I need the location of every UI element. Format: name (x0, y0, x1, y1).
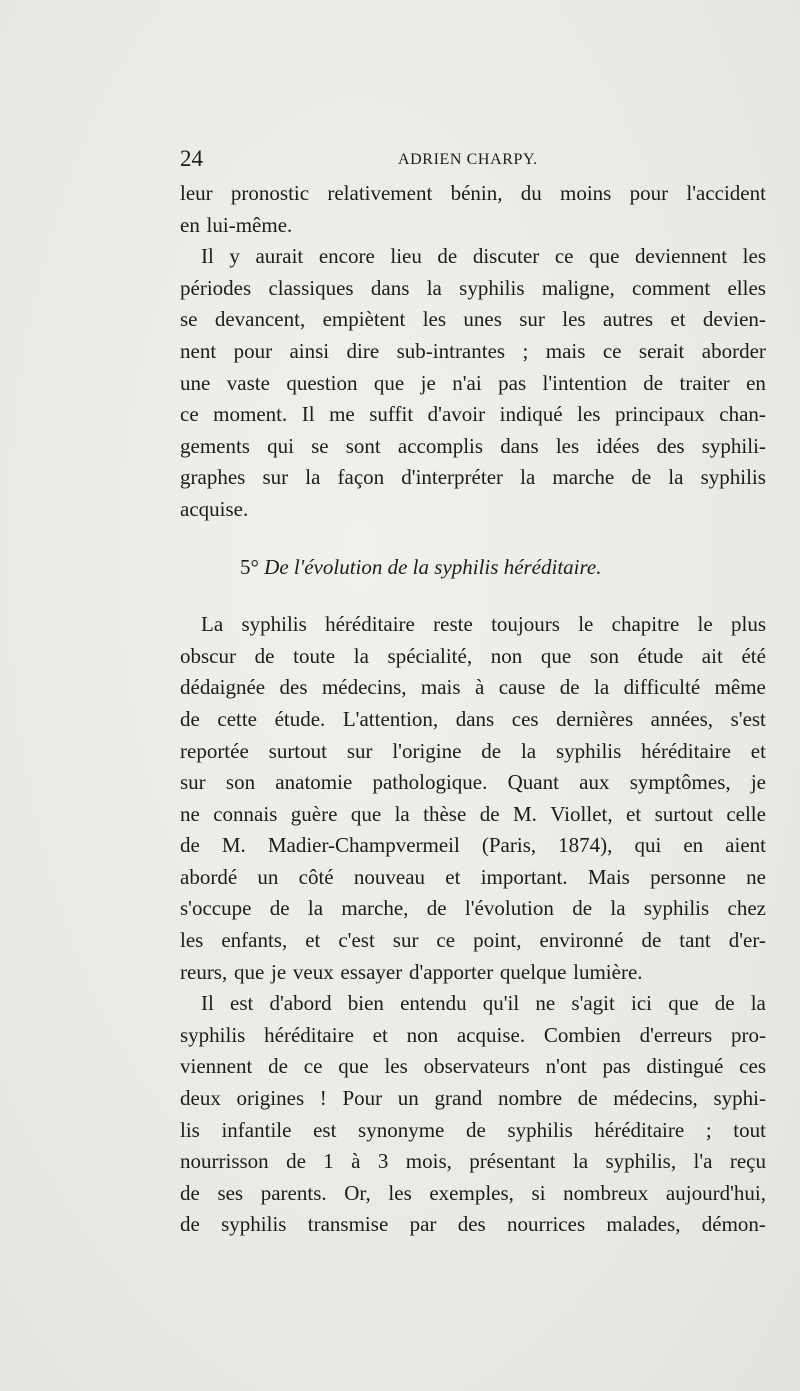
text-line: nent pour ainsi dire sub-intrantes ; mais ce serait aborder (180, 338, 766, 363)
text-line: syphilis héréditaire et non acquise. Combien d'erreurs pro- (180, 1022, 766, 1047)
text-line: s'occupe de la marche, de l'évolution de la syphilis chez (180, 896, 766, 921)
body-text (180, 178, 766, 1241)
text-line: ce moment. Il me suffit d'avoir indiqué les principaux chan- (180, 402, 766, 427)
text-line: ne connais guère que la thèse de M. Viollet, et surtout celle (180, 801, 766, 826)
text-line: périodes classiques dans la syphilis maligne, comment elles (180, 275, 766, 300)
text-line: de ses parents. Or, les exemples, si nombreux aujourd'hui, (180, 1180, 766, 1205)
text-line: viennent de ce que les observateurs n'ont pas distingué ces (180, 1054, 766, 1079)
text-line: de syphilis transmise par des nourrices malades, démon- (180, 1212, 766, 1237)
page-number: 24 (180, 146, 203, 171)
text-line: obscur de toute la spécialité, non que son étude ait été (180, 643, 766, 668)
text-line: abordé un côté nouveau et important. Mais personne ne (180, 864, 766, 889)
running-head: ADRIEN CHARPY. (398, 151, 538, 168)
text-line: lis infantile est synonyme de syphilis héréditaire ; tout (180, 1117, 766, 1142)
paragraph-1 (180, 178, 766, 241)
text-line: de M. Madier-Champvermeil (Paris, 1874), qui en aient (180, 833, 766, 858)
paragraph-4 (180, 988, 766, 1241)
text-line: nourrisson de 1 à 3 mois, présentant la syphilis, l'a reçu (180, 1149, 766, 1174)
text-line: leur pronostic relativement bénin, du moins pour l'accident (180, 181, 766, 205)
text-line: reurs, que je veux essayer d'apporter quelque lumière. (180, 959, 643, 984)
paragraph-3 (180, 609, 766, 988)
text-line: La syphilis héréditaire reste toujours le chapitre le plus (201, 612, 766, 637)
section-title: De l'évolution de la syphilis héréditaire. (264, 554, 602, 579)
text-line: une vaste question que je n'ai pas l'intention de traiter en (180, 370, 766, 395)
page-header (180, 146, 766, 176)
text-line: gements qui se sont accomplis dans les idées des syphili- (180, 433, 766, 458)
section-heading (180, 552, 766, 584)
text-line: Il y aurait encore lieu de discuter ce que deviennent les (201, 244, 766, 269)
text-line: de cette étude. L'attention, dans ces dernières années, s'est (180, 706, 766, 731)
text-line: en lui-même. (180, 212, 293, 237)
text-line: Il est d'abord bien entendu qu'il ne s'agit ici que de la (201, 991, 766, 1016)
text-line: graphes sur la façon d'interpréter la marche de la syphilis (180, 465, 766, 490)
text-line: sur son anatomie pathologique. Quant aux symptômes, je (180, 770, 766, 795)
text-line: acquise. (180, 496, 249, 521)
paragraph-2 (180, 241, 766, 525)
text-line: reportée surtout sur l'origine de la syphilis héréditaire et (180, 738, 766, 763)
text-line: deux origines ! Pour un grand nombre de médecins, syphi- (180, 1086, 766, 1111)
text-line: se devancent, empiètent les unes sur les autres et devien- (180, 307, 766, 332)
section-number: 5° (240, 554, 259, 579)
text-line: dédaignée des médecins, mais à cause de la difficulté même (180, 675, 766, 700)
text-line: les enfants, et c'est sur ce point, environné de tant d'er- (180, 928, 766, 953)
